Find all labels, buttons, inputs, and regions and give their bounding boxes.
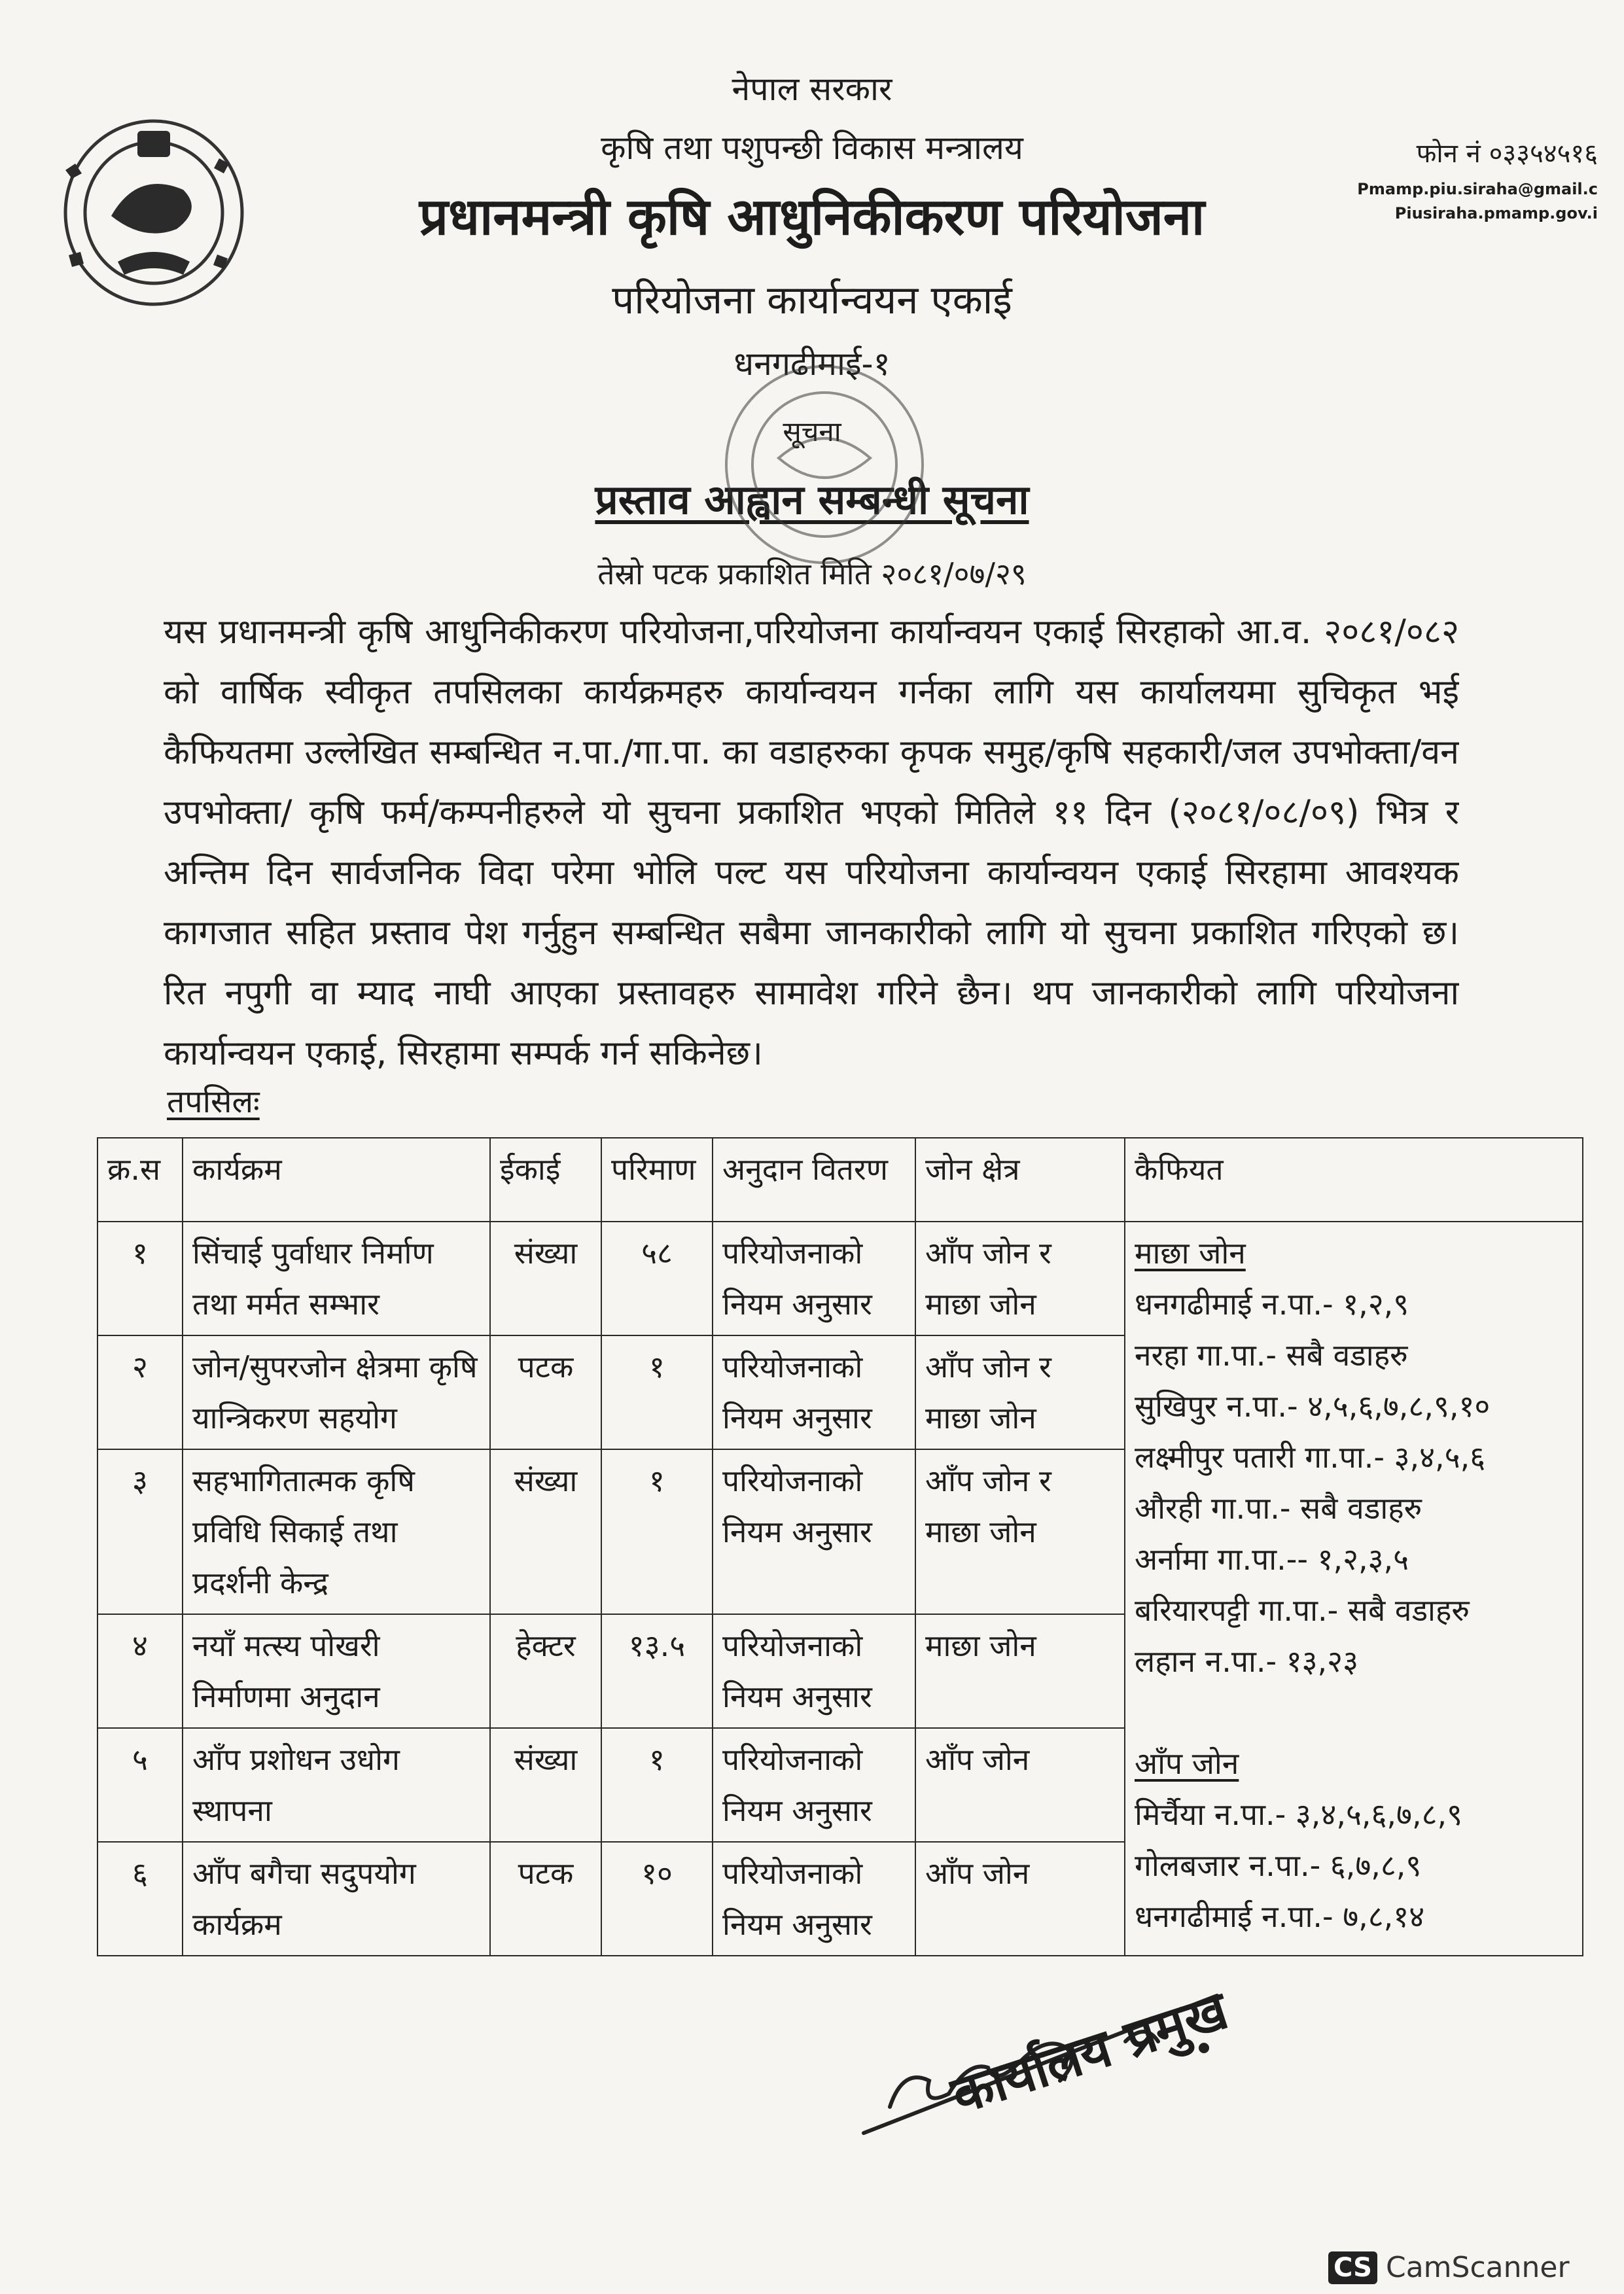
cell-sn: ६ bbox=[97, 1842, 183, 1956]
cell-unit: हेक्टर bbox=[490, 1614, 601, 1728]
cell-quantity: १ bbox=[601, 1449, 713, 1614]
remarks-line: बरियारपट्टी गा.पा.- सबै वडाहरु bbox=[1135, 1593, 1470, 1628]
cell-program: जोन/सुपरजोन क्षेत्रमा कृषि यान्त्रिकरण सहयोग bbox=[183, 1335, 490, 1449]
remarks-line: धनगढीमाई न.पा.- ७,८,१४ bbox=[1135, 1899, 1425, 1934]
office-stamp-icon bbox=[707, 327, 942, 602]
cell-quantity: १३.५ bbox=[601, 1614, 713, 1728]
cell-zone: आँप जोन र माछा जोन bbox=[915, 1222, 1125, 1335]
remarks-line: अर्नामा गा.पा.-- १,२,३,५ bbox=[1135, 1542, 1409, 1577]
schedule-heading: तपसिलः bbox=[167, 1084, 260, 1120]
remarks-line: लहान न.पा.- १३,२३ bbox=[1135, 1644, 1359, 1679]
remarks-mango-zone-heading: आँप जोन bbox=[1135, 1746, 1239, 1781]
contact-email: Pmamp.piu.siraha@gmail.c bbox=[1357, 180, 1598, 198]
cell-zone: माछा जोन bbox=[915, 1614, 1125, 1728]
cell-sn: ४ bbox=[97, 1614, 183, 1728]
cell-grant: परियोजनाको नियम अनुसार bbox=[713, 1449, 915, 1614]
remarks-line: सुखिपुर न.पा.- ४,५,६,७,८,९,१० bbox=[1135, 1388, 1491, 1424]
col-header-quantity: परिमाण bbox=[601, 1138, 713, 1222]
publication-date: तेस्रो पटक प्रकाशित मिति २०८१/०७/२९ bbox=[597, 556, 1027, 591]
cell-zone: आँप जोन bbox=[915, 1842, 1125, 1956]
cell-sn: १ bbox=[97, 1222, 183, 1335]
scanner-watermark bbox=[1328, 2251, 1570, 2284]
cell-program: आँप प्रशोधन उधोग स्थापना bbox=[183, 1728, 490, 1842]
notice-title: प्रस्ताव आह्वान सम्बन्धी सूचना bbox=[595, 476, 1029, 523]
remarks-line: धनगढीमाई न.पा.- १,२,९ bbox=[1135, 1286, 1409, 1322]
remarks-fish-zone-heading: माछा जोन bbox=[1135, 1235, 1246, 1271]
cell-grant: परियोजनाको नियम अनुसार bbox=[713, 1728, 915, 1842]
cell-unit: पटक bbox=[490, 1842, 601, 1956]
program-table bbox=[97, 1137, 1583, 1956]
notice-body bbox=[164, 602, 1459, 1084]
cell-program: आँप बगैचा सदुपयोग कार्यक्रम bbox=[183, 1842, 490, 1956]
header-notice-label: सूचना bbox=[783, 415, 841, 448]
col-header-program: कार्यक्रम bbox=[183, 1138, 490, 1222]
cell-sn: ३ bbox=[97, 1449, 183, 1614]
col-header-sn: क्र.स bbox=[97, 1138, 183, 1222]
cell-grant: परियोजनाको नियम अनुसार bbox=[713, 1222, 915, 1335]
cell-program: सिंचाई पुर्वाधार निर्माण तथा मर्मत सम्भार bbox=[183, 1222, 490, 1335]
header-project: प्रधानमन्त्री कृषि आधुनिकीकरण परियोजना bbox=[419, 188, 1205, 247]
camscanner-logo-icon: CS bbox=[1328, 2251, 1377, 2284]
cell-unit: पटक bbox=[490, 1335, 601, 1449]
col-header-unit: ईकाई bbox=[490, 1138, 601, 1222]
scanner-name: CamScanner bbox=[1386, 2251, 1570, 2284]
cell-sn: २ bbox=[97, 1335, 183, 1449]
cell-grant: परियोजनाको नियम अनुसार bbox=[713, 1614, 915, 1728]
remarks-line: औरही गा.पा.- सबै वडाहरु bbox=[1135, 1491, 1422, 1526]
cell-unit: संख्या bbox=[490, 1222, 601, 1335]
cell-unit: संख्या bbox=[490, 1728, 601, 1842]
cell-program: सहभागितात्मक कृषि प्रविधि सिकाई तथा प्रदर्शनी केन्द्र bbox=[183, 1449, 490, 1614]
contact-website: Piusiraha.pmamp.gov.i bbox=[1394, 204, 1598, 222]
cell-program: नयाँ मत्स्य पोखरी निर्माणमा अनुदान bbox=[183, 1614, 490, 1728]
table-row bbox=[97, 1222, 1583, 1335]
table-header-row bbox=[97, 1138, 1583, 1222]
cell-zone: आँप जोन र माछा जोन bbox=[915, 1449, 1125, 1614]
col-header-remarks: कैफियत bbox=[1125, 1138, 1583, 1222]
remarks-spacer bbox=[1135, 1687, 1573, 1738]
cell-zone: आँप जोन bbox=[915, 1728, 1125, 1842]
body-line: कागजात सहित प्रस्ताव पेश गर्नुहुन सम्बन्धित सबैमा जानकारीको लागि यो सुचना प्रकाशित गरिएको छ। bbox=[164, 913, 1459, 953]
cell-sn: ५ bbox=[97, 1728, 183, 1842]
col-header-grant: अनुदान वितरण bbox=[713, 1138, 915, 1222]
body-line: कार्यान्वयन एकाई, सिरहामा सम्पर्क गर्न सकिनेछ। bbox=[164, 1034, 763, 1073]
cell-grant: परियोजनाको नियम अनुसार bbox=[713, 1842, 915, 1956]
body-line: उपभोक्ता/ कृषि फर्म/कम्पनीहरुले यो सुचना प्रकाशित भएको मितिले ११ दिन (२०८१/०८/०९) भित्र र bbox=[164, 793, 1459, 832]
body-line: को वार्षिक स्वीकृत तपसिलका कार्यक्रमहरु कार्यान्वयन गर्नका लागि यस कार्यालयमा सुचिकृत भई bbox=[164, 673, 1459, 712]
cell-grant: परियोजनाको नियम अनुसार bbox=[713, 1335, 915, 1449]
cell-quantity: ५८ bbox=[601, 1222, 713, 1335]
body-line: यस प्रधानमन्त्री कृषि आधुनिकीकरण परियोजना,परियोजना कार्यान्वयन एकाई सिरहाको आ.व. २०८१/०८२ bbox=[164, 612, 1459, 652]
office-chief-title: कार्यालय प्रमुख bbox=[944, 1979, 1235, 2126]
cell-quantity: १० bbox=[601, 1842, 713, 1956]
body-line: अन्तिम दिन सार्वजनिक विदा परेमा भोलि पल्ट यस परियोजना कार्यान्वयन एकाई सिरहामा आवश्यक bbox=[164, 853, 1459, 892]
remarks-line: लक्ष्मीपुर पतारी गा.पा.- ३,४,५,६ bbox=[1135, 1439, 1486, 1475]
header-location: धनगढीमाई-१ bbox=[733, 345, 891, 383]
remarks-line: नरहा गा.पा.- सबै वडाहरु bbox=[1135, 1337, 1408, 1373]
cell-zone: आँप जोन र माछा जोन bbox=[915, 1335, 1125, 1449]
header-government: नेपाल सरकार bbox=[732, 70, 892, 108]
remarks-line: गोलबजार न.पा.- ६,७,८,९ bbox=[1135, 1848, 1422, 1883]
body-line: कैफियतमा उल्लेखित सम्बन्धित न.पा./गा.पा. का वडाहरुका कृपक समुह/कृषि सहकारी/जल उपभोक्ता/वन bbox=[164, 733, 1459, 772]
body-line: रित नपुगी वा म्याद नाघी आएका प्रस्तावहरु सामावेश गरिने छैन। थप जानकारीको लागि परियोजना bbox=[164, 974, 1459, 1013]
cell-remarks bbox=[1125, 1222, 1583, 1956]
cell-unit: संख्या bbox=[490, 1449, 601, 1614]
remarks-line: मिर्चैया न.पा.- ३,४,५,६,७,८,९ bbox=[1135, 1797, 1463, 1832]
col-header-zone: जोन क्षेत्र bbox=[915, 1138, 1125, 1222]
header-ministry: कृषि तथा पशुपन्छी विकास मन्त्रालय bbox=[601, 129, 1023, 167]
contact-phone: फोन नं ०३३५४५१६ bbox=[1416, 139, 1598, 169]
cell-quantity: १ bbox=[601, 1728, 713, 1842]
header-unit: परियोजना कार्यान्वयन एकाई bbox=[612, 277, 1012, 323]
cell-quantity: १ bbox=[601, 1335, 713, 1449]
